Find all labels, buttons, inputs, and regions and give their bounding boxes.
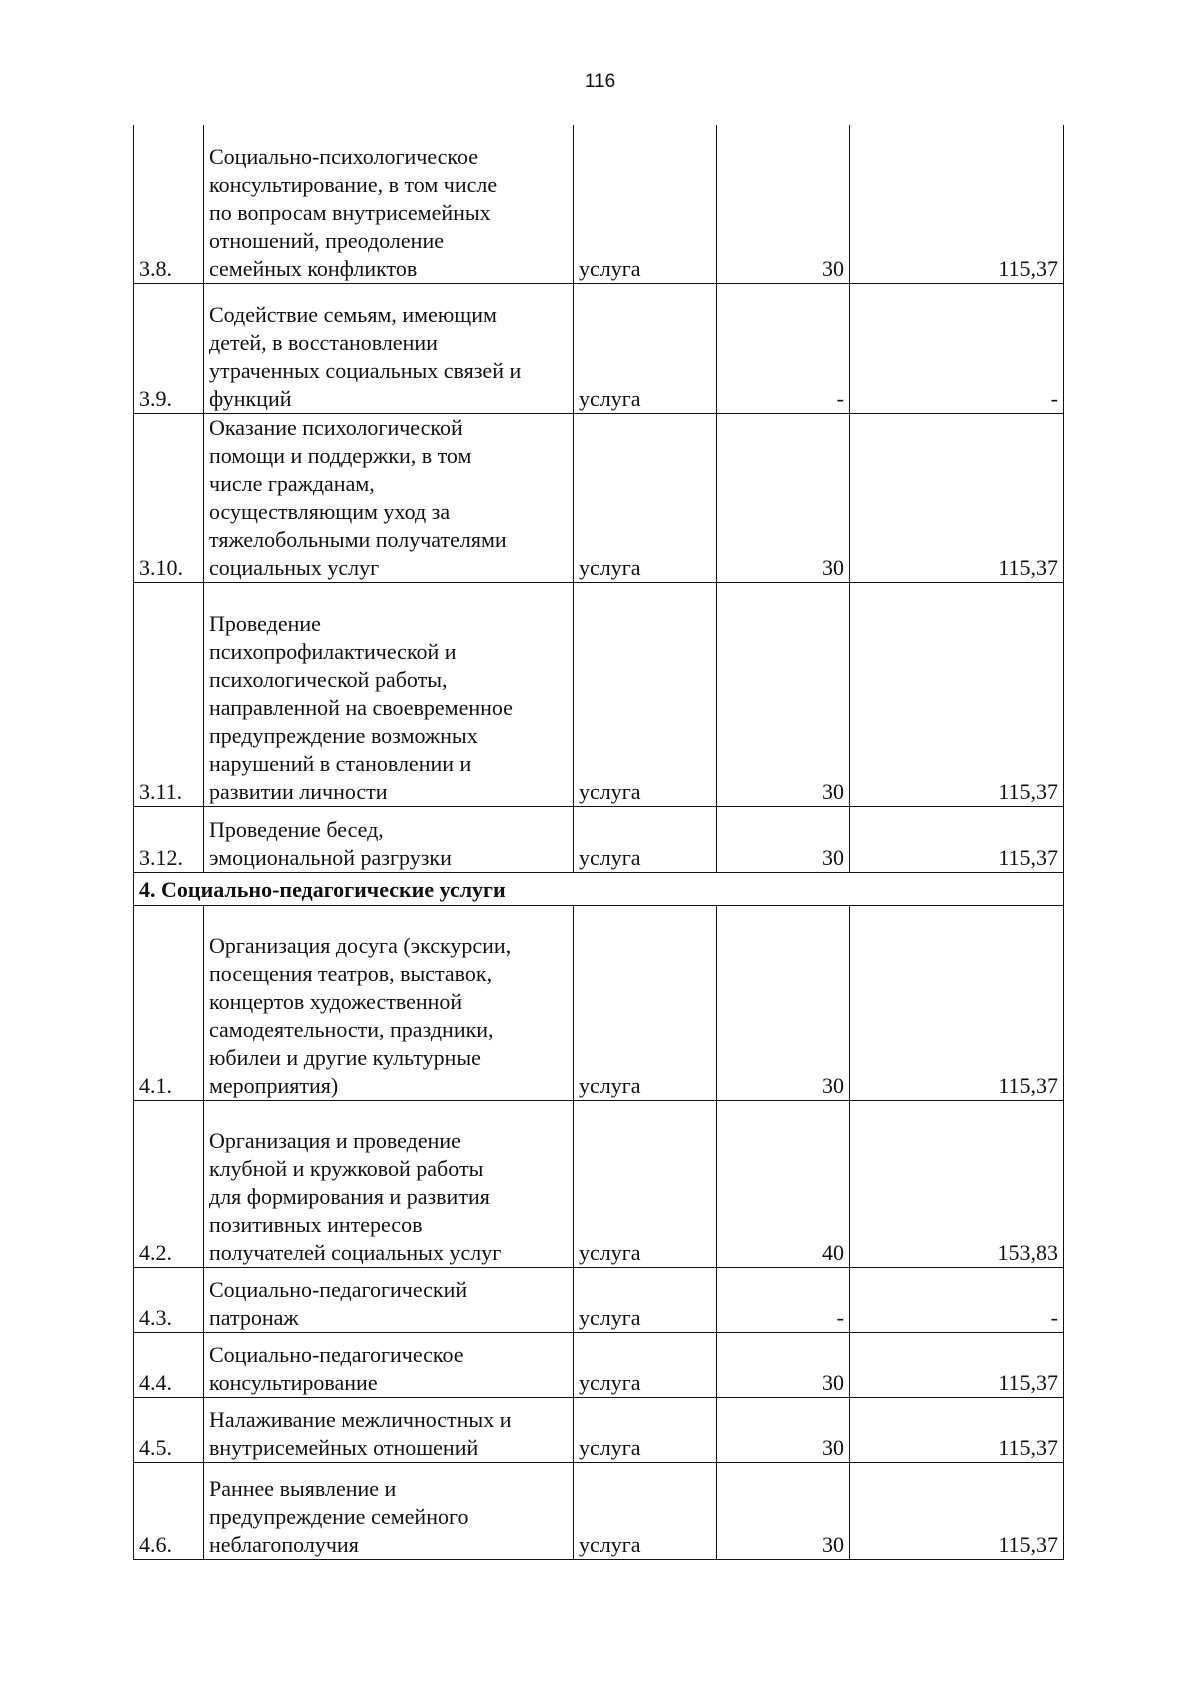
cell-spacer <box>209 1101 568 1127</box>
unit-of-measure: услуга <box>574 1462 717 1559</box>
service-name-line: тяжелобольными получателями <box>209 526 507 552</box>
service-name <box>204 1397 574 1462</box>
table-row <box>134 125 1064 283</box>
table-body-section-4 <box>134 905 1064 1559</box>
service-count: 30 <box>717 1462 850 1559</box>
service-name-line: помощи и поддержки, в том <box>209 442 472 468</box>
service-price: - <box>850 283 1064 413</box>
service-count: - <box>717 283 850 413</box>
service-count: 30 <box>717 1332 850 1397</box>
service-name-line: юбилеи и другие культурные <box>209 1044 481 1070</box>
service-name-line: Социально-психологическое <box>209 143 478 169</box>
table-body-section-3 <box>134 125 1064 872</box>
service-name <box>204 1267 574 1332</box>
service-price: 115,37 <box>850 1332 1064 1397</box>
table-row <box>134 905 1064 1100</box>
row-number: 4.3. <box>134 1267 204 1332</box>
service-name <box>204 413 574 582</box>
table-row <box>134 413 1064 582</box>
row-number: 4.6. <box>134 1462 204 1559</box>
service-name-line: направленной на своевременное <box>209 694 513 720</box>
service-name-line: получателей социальных услуг <box>209 1239 502 1265</box>
service-count: 30 <box>717 582 850 806</box>
service-count: 30 <box>717 806 850 872</box>
unit-of-measure: услуга <box>574 283 717 413</box>
service-count: 30 <box>717 1397 850 1462</box>
unit-of-measure: услуга <box>574 582 717 806</box>
service-name-line: Налаживание межличностных и <box>209 1406 512 1432</box>
service-name-line: Раннее выявление и <box>209 1475 397 1501</box>
service-name-line: числе гражданам, <box>209 470 375 496</box>
service-name-line: Социально-педагогическое <box>209 1341 464 1367</box>
service-name-line: нарушений в становлении и <box>209 750 472 776</box>
service-count: 40 <box>717 1100 850 1267</box>
service-name <box>204 1462 574 1559</box>
row-number: 3.8. <box>134 125 204 283</box>
service-price: 115,37 <box>850 905 1064 1100</box>
unit-of-measure: услуга <box>574 125 717 283</box>
row-number: 3.10. <box>134 413 204 582</box>
service-count: - <box>717 1267 850 1332</box>
service-name-line: самодеятельности, праздники, <box>209 1016 494 1042</box>
service-name <box>204 1100 574 1267</box>
service-name-line: семейных конфликтов <box>209 255 418 281</box>
service-price: 115,37 <box>850 582 1064 806</box>
service-name-line: утраченных социальных связей и <box>209 357 522 383</box>
unit-of-measure: услуга <box>574 413 717 582</box>
service-name-line: психопрофилактической и <box>209 638 457 664</box>
service-count: 30 <box>717 905 850 1100</box>
section-heading: 4. Социально-педагогические услуги <box>134 872 1064 905</box>
service-name <box>204 806 574 872</box>
table-row <box>134 1332 1064 1397</box>
service-name-line: позитивных интересов <box>209 1211 423 1237</box>
service-price: 153,83 <box>850 1100 1064 1267</box>
service-count: 30 <box>717 413 850 582</box>
table-row <box>134 1397 1064 1462</box>
service-name-line: Проведение бесед, <box>209 816 384 842</box>
table-row <box>134 1462 1064 1559</box>
service-name <box>204 125 574 283</box>
unit-of-measure: услуга <box>574 1397 717 1462</box>
service-name <box>204 283 574 413</box>
cell-spacer <box>209 584 568 610</box>
page-number: 116 <box>584 71 616 92</box>
service-name <box>204 1332 574 1397</box>
service-name-line: социальных услуг <box>209 554 380 580</box>
row-number: 4.2. <box>134 1100 204 1267</box>
service-name-line: Организация и проведение <box>209 1127 461 1153</box>
table-row <box>134 1267 1064 1332</box>
service-name-line: мероприятия) <box>209 1072 339 1098</box>
unit-of-measure: услуга <box>574 1100 717 1267</box>
service-name-line: консультирование, в том числе <box>209 171 498 197</box>
service-name-line: посещения театров, выставок, <box>209 960 493 986</box>
service-name-line: консультирование <box>209 1369 378 1395</box>
service-name-line: клубной и кружковой работы <box>209 1155 484 1181</box>
row-number: 3.12. <box>134 806 204 872</box>
service-name-line: Содействие семьям, имеющим <box>209 301 497 327</box>
unit-of-measure: услуга <box>574 905 717 1100</box>
section-heading-row <box>134 872 1064 905</box>
service-name-line: Оказание психологической <box>209 414 463 440</box>
table-body-section-4-heading <box>134 872 1064 905</box>
service-name-line: отношений, преодоление <box>209 227 444 253</box>
service-price: - <box>850 1267 1064 1332</box>
service-name-line: функций <box>209 385 292 411</box>
service-name-line: неблагополучия <box>209 1531 359 1557</box>
unit-of-measure: услуга <box>574 1267 717 1332</box>
row-number: 3.11. <box>134 582 204 806</box>
services-price-table <box>133 125 1064 1560</box>
table-row <box>134 582 1064 806</box>
cell-spacer <box>209 906 568 932</box>
service-name-line: Проведение <box>209 610 321 636</box>
service-name-line: для формирования и развития <box>209 1183 490 1209</box>
service-name-line: концертов художественной <box>209 988 463 1014</box>
row-number: 4.5. <box>134 1397 204 1462</box>
service-name-line: эмоциональной разгрузки <box>209 844 452 870</box>
table-row <box>134 283 1064 413</box>
service-price: 115,37 <box>850 125 1064 283</box>
unit-of-measure: услуга <box>574 1332 717 1397</box>
row-number: 4.1. <box>134 905 204 1100</box>
service-name <box>204 582 574 806</box>
service-name-line: патронаж <box>209 1304 299 1330</box>
service-name-line: Социально-педагогический <box>209 1276 468 1302</box>
service-price: 115,37 <box>850 806 1064 872</box>
table-row <box>134 1100 1064 1267</box>
service-name-line: детей, в восстановлении <box>209 329 438 355</box>
service-name-line: предупреждение семейного <box>209 1503 469 1529</box>
unit-of-measure: услуга <box>574 806 717 872</box>
service-name-line: предупреждение возможных <box>209 722 478 748</box>
service-name-line: развитии личности <box>209 778 388 804</box>
service-name-line: по вопросам внутрисемейных <box>209 199 491 225</box>
table-row <box>134 806 1064 872</box>
row-number: 3.9. <box>134 283 204 413</box>
service-name <box>204 905 574 1100</box>
service-count: 30 <box>717 125 850 283</box>
service-name-line: Организация досуга (экскурсии, <box>209 932 512 958</box>
service-name-line: психологической работы, <box>209 666 448 692</box>
service-name-line: внутрисемейных отношений <box>209 1434 479 1460</box>
service-name-line: осуществляющим уход за <box>209 498 451 524</box>
service-price: 115,37 <box>850 413 1064 582</box>
service-price: 115,37 <box>850 1397 1064 1462</box>
row-number: 4.4. <box>134 1332 204 1397</box>
service-price: 115,37 <box>850 1462 1064 1559</box>
